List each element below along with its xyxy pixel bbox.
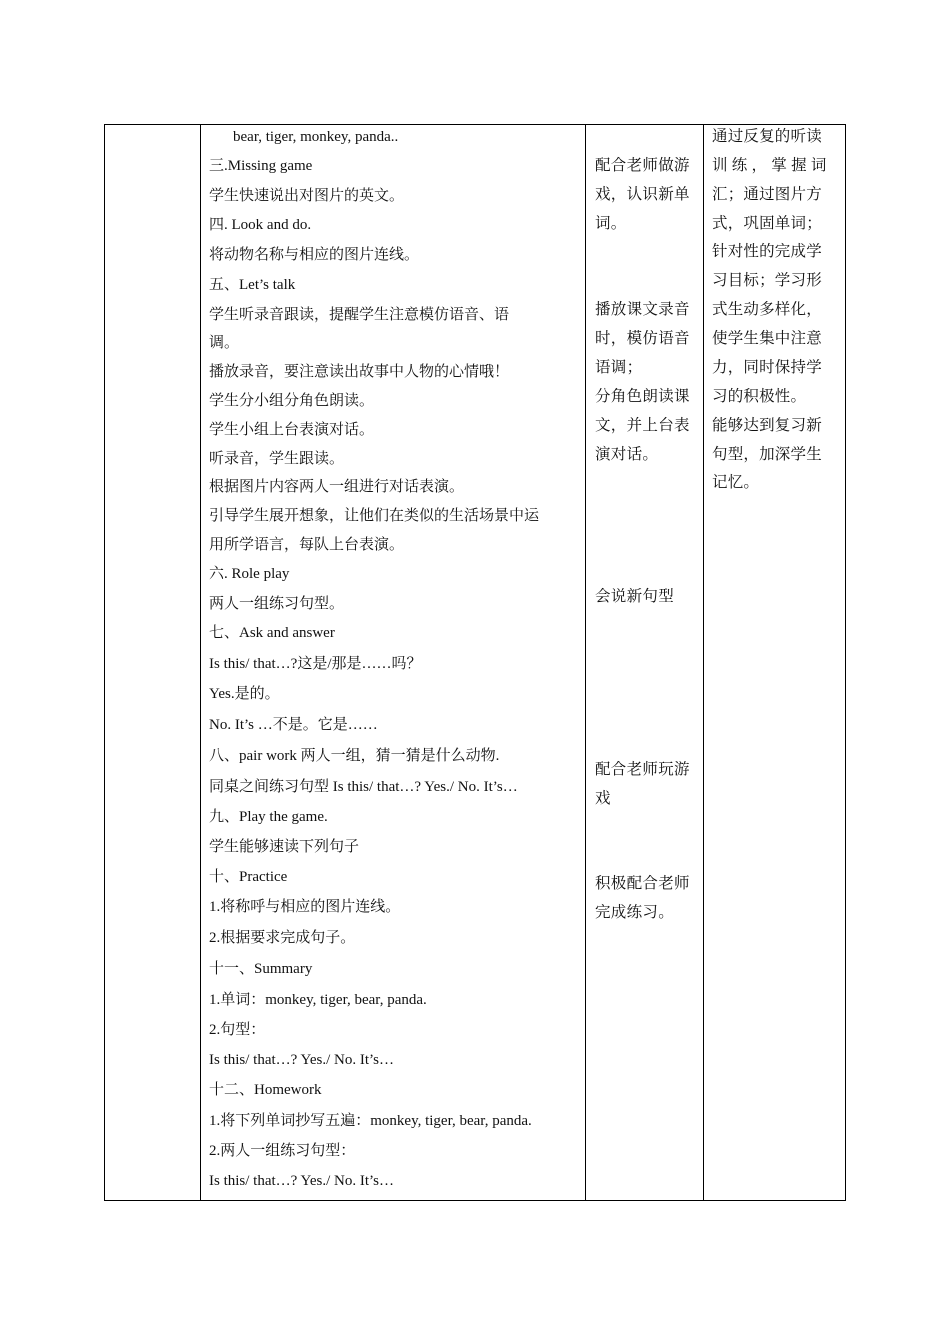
activity-line: 引导学生展开想象，让他们在类似的生活场景中运 <box>209 508 540 524</box>
activity-heading: 六. Role play <box>209 566 290 582</box>
activity-line: 2.根据要求完成句子。 <box>209 930 356 946</box>
design-intent-line: 训 练 ， 掌 握 词 <box>712 157 827 174</box>
activity-line: 调。 <box>209 335 240 351</box>
activity-heading: 十一、Summary <box>209 961 313 977</box>
student-note-line: 语调； <box>595 359 643 376</box>
activity-line: 1.单词：monkey, tiger, bear, panda. <box>209 992 427 1008</box>
student-activity-column <box>586 125 704 1200</box>
stage-column <box>105 125 201 1200</box>
activity-line: 学生分小组分角色朗读。 <box>209 393 375 409</box>
activity-line: 播放录音，要注意读出故事中人物的心情哦！ <box>209 364 510 380</box>
student-note-line: 时，模仿语音 <box>595 330 690 347</box>
design-intent-line: 使学生集中注意 <box>712 330 822 347</box>
activity-heading: 十、Practice <box>209 869 288 885</box>
activity-line: 根据图片内容两人一组进行对话表演。 <box>209 479 465 495</box>
activity-heading: 八、pair work 两人一组，猜一猜是什么动物. <box>209 748 500 764</box>
activity-heading: 七、Ask and answer <box>209 625 335 641</box>
lesson-plan-table <box>104 124 846 1201</box>
activity-line: Yes.是的。 <box>209 686 280 702</box>
student-note-line: 会说新句型 <box>595 588 675 605</box>
activity-line: No. It’s …不是。它是…… <box>209 717 378 733</box>
activity-line: Is this/ that…? Yes./ No. It’s… <box>209 1173 395 1189</box>
student-note-line: 配合老师玩游 <box>595 761 690 778</box>
design-intent-line: 习目标；学习形 <box>712 272 822 289</box>
design-intent-line: 句型，加深学生 <box>712 446 822 463</box>
activity-line: 学生小组上台表演对话。 <box>209 422 375 438</box>
activity-line: 学生快速说出对图片的英文。 <box>209 188 405 204</box>
design-intent-line: 汇；通过图片方 <box>712 186 822 203</box>
student-note-line: 戏，认识新单 <box>595 186 690 203</box>
activity-line: 将动物名称与相应的图片连线。 <box>209 247 420 263</box>
design-intent-line: 通过反复的听读 <box>712 128 822 145</box>
activity-line: 1.将称呼与相应的图片连线。 <box>209 899 401 915</box>
student-note-line: 播放课文录音 <box>595 301 690 318</box>
activity-heading: 四. Look and do. <box>209 217 312 233</box>
activity-heading: 五、Let’s talk <box>209 277 296 293</box>
design-intent-line: 式生动多样化， <box>712 301 822 318</box>
teaching-process-column <box>201 125 586 1200</box>
design-intent-line: 习的积极性。 <box>712 388 807 405</box>
design-intent-line: 针对性的完成学 <box>712 243 822 260</box>
activity-line: 1.将下列单词抄写五遍：monkey, tiger, bear, panda. <box>209 1113 532 1129</box>
student-note-line: 演对话。 <box>595 446 659 463</box>
student-note-line: 词。 <box>595 215 627 232</box>
activity-line: 用所学语言，每队上台表演。 <box>209 537 405 553</box>
student-note-line: 戏 <box>595 790 611 807</box>
activity-line: 学生能够速读下列句子 <box>209 839 360 855</box>
activity-heading: 十二、Homework <box>209 1082 322 1098</box>
student-note-line: 完成练习。 <box>595 904 675 921</box>
student-note-line: 配合老师做游 <box>595 157 690 174</box>
design-intent-line: 能够达到复习新 <box>712 417 822 434</box>
activity-line: 听录音，学生跟读。 <box>209 451 345 467</box>
activity-line: bear, tiger, monkey, panda.. <box>233 129 399 145</box>
activity-line: 学生听录音跟读，提醒学生注意模仿语音、语 <box>209 307 510 323</box>
activity-line: 2.句型： <box>209 1022 266 1038</box>
activity-line: 2.两人一组练习句型： <box>209 1143 356 1159</box>
activity-line: Is this/ that…?这是/那是……吗？ <box>209 656 422 672</box>
design-intent-column <box>704 125 845 1200</box>
design-intent-line: 记忆。 <box>712 474 760 491</box>
student-note-line: 分角色朗读课 <box>595 388 690 405</box>
activity-heading: 九、Play the game. <box>209 809 328 825</box>
activity-line: 同桌之间练习句型 Is this/ that…? Yes./ No. It’s… <box>209 779 518 795</box>
design-intent-line: 式，巩固单词； <box>712 215 822 232</box>
student-note-line: 积极配合老师 <box>595 875 690 892</box>
activity-line: Is this/ that…? Yes./ No. It’s… <box>209 1052 395 1068</box>
activity-heading: 三.Missing game <box>209 158 313 174</box>
design-intent-line: 力，同时保持学 <box>712 359 822 376</box>
student-note-line: 文，并上台表 <box>595 417 690 434</box>
activity-line: 两人一组练习句型。 <box>209 596 345 612</box>
